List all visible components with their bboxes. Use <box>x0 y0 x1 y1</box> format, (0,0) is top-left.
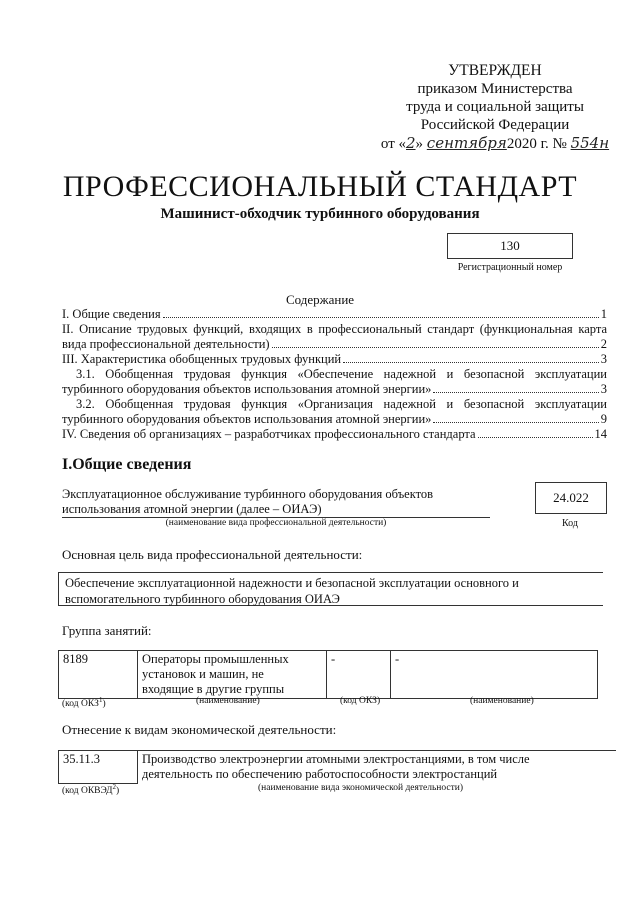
toc-item-text: III. Характеристика обобщенных трудовых функций <box>62 352 342 366</box>
okz-name-label: (наименование) <box>196 696 260 706</box>
okz-name-cell: - <box>391 651 598 699</box>
okved-name-label: (наименование вида экономической деятельности) <box>258 783 463 793</box>
approval-date-line <box>380 134 610 153</box>
activity-line: использования атомной энергии (далее – ОИАЭ) <box>62 502 322 516</box>
table-of-contents <box>62 307 607 442</box>
activity-line: Эксплуатационное обслуживание турбинного оборудования объектов <box>62 487 434 501</box>
registration-label: Регистрационный номер <box>457 262 563 273</box>
toc-item-text: 3.2. Обобщенная трудовая функция «Организация надежной и безопасной эксплуатации <box>76 397 607 411</box>
activity-label: (наименование вида профессиональной деятельности) <box>165 518 387 528</box>
footnote-mark: 2 <box>112 783 116 791</box>
okz-name-label-2: (наименование) <box>470 696 534 706</box>
okz-code-cell: - <box>327 651 391 699</box>
date-year: 2020 г. № <box>506 136 567 152</box>
document-title: ПРОФЕССИОНАЛЬНЫЙ СТАНДАРТ <box>62 170 578 203</box>
toc-item-text: I. Общие сведения <box>62 307 161 321</box>
date-mid: » <box>415 136 427 152</box>
toc-item-page: 14 <box>594 427 607 441</box>
okved-name-line: Производство электроэнергии атомными электростанциями, в том числе <box>142 752 530 766</box>
okz-name-cell <box>138 651 327 699</box>
approval-order: приказом Министерства <box>417 81 573 97</box>
toc-item-text: IV. Сведения об организациях – разработчиках профессионального стандарта <box>62 427 476 441</box>
toc-item-cont: турбинного оборудования объектов использования атомной энергии» <box>62 382 432 396</box>
toc-item-page: 9 <box>600 412 607 426</box>
approval-block <box>380 62 610 153</box>
toc-item-text: 3.1. Обобщенная трудовая функция «Обеспечение надежной и безопасной эксплуатации <box>76 367 607 381</box>
date-month: сентября <box>426 134 507 152</box>
okz-code-cell: 8189 <box>59 651 138 699</box>
purpose-line: Обеспечение эксплуатационной надежности и безопасной эксплуатации основного и <box>65 576 519 590</box>
approval-status: УТВЕРЖДЕН <box>448 62 542 79</box>
okz-name-line: установок и машин, не <box>142 667 264 681</box>
approval-country: Российской Федерации <box>420 117 570 133</box>
toc-heading: Содержание <box>285 292 355 307</box>
okz-code-label: (код ОКЗ$^1$) <box>62 696 106 710</box>
approval-ministry: труда и социальной защиты <box>406 99 584 115</box>
toc-item[interactable] <box>62 427 607 442</box>
group-heading: Группа занятий: <box>62 623 152 638</box>
purpose-heading: Основная цель вида профессиональной деятельности: <box>62 547 363 562</box>
section-heading: I.Общие сведения <box>62 456 192 473</box>
toc-item[interactable] <box>62 352 607 367</box>
toc-item[interactable] <box>62 367 607 397</box>
activity-name <box>62 487 492 517</box>
order-number: 554н <box>570 134 610 152</box>
toc-item-text: II. Описание трудовых функций, входящих в профессиональный стандарт (функциональная карта <box>62 322 607 336</box>
toc-item[interactable] <box>62 322 607 352</box>
toc-item-cont: турбинного оборудования объектов использования атомной энергии» <box>62 412 432 426</box>
code-label: Код <box>562 518 578 529</box>
date-prefix: от « <box>380 136 406 152</box>
toc-item-page: 1 <box>600 307 607 321</box>
okved-name-cell <box>138 751 617 784</box>
date-day: 2 <box>406 134 416 152</box>
okved-name-line: деятельность по обеспечению работоспособности электростанций <box>142 767 498 781</box>
table-row <box>59 751 617 784</box>
okved-code-cell: 35.11.3 <box>59 751 138 784</box>
occupation-group-table <box>58 650 598 699</box>
toc-item-page: 3 <box>600 352 607 366</box>
purpose-box <box>58 572 603 606</box>
toc-item-page: 2 <box>600 337 607 351</box>
econ-activity-table <box>58 750 616 784</box>
toc-item[interactable] <box>62 397 607 427</box>
toc-item-page: 3 <box>600 382 607 396</box>
table-row <box>59 651 598 699</box>
okz-name-line: Операторы промышленных <box>142 652 289 666</box>
document-subtitle: Машинист-обходчик турбинного оборудования <box>160 206 480 222</box>
registration-number-box: 130 <box>447 233 573 259</box>
label-text: (код ОКЗ <box>62 699 99 710</box>
label-text: (код ОКВЭД <box>62 786 113 797</box>
footnote-mark: 1 <box>98 696 103 704</box>
okved-code-label: (код ОКВЭД$^2$) <box>62 783 120 797</box>
okz-name-line: входящие в другие группы <box>142 682 285 696</box>
activity-code-box: 24.022 <box>535 482 607 514</box>
toc-item-cont: вида профессиональной деятельности) <box>62 337 270 351</box>
purpose-line: вспомогательного турбинного оборудования ОИАЭ <box>65 592 340 606</box>
econ-heading: Отнесение к видам экономической деятельности: <box>62 722 337 737</box>
toc-item[interactable] <box>62 307 607 322</box>
okz-code-label-2: (код ОКЗ) <box>340 696 381 706</box>
